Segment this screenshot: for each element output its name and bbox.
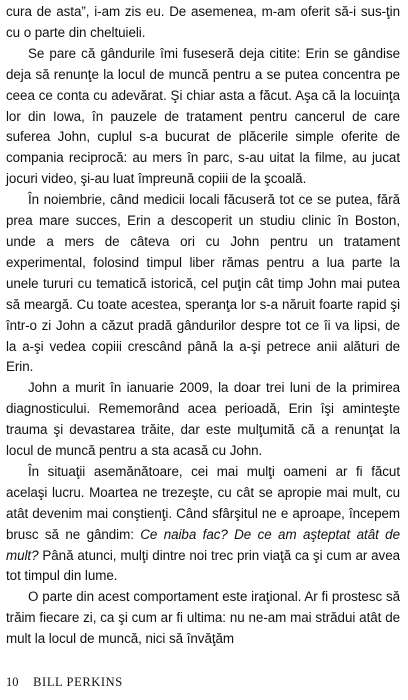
paragraph-continued: cura de asta”, i-am zis eu. De asemenea, m-am oferit să-i sus-ţin cu o parte din cheltuieli. [6, 4, 400, 40]
paragraph-text: Până atunci, mulţi dintre noi trec prin viaţă ca şi cum ar avea tot timpul din lume. [6, 547, 400, 584]
paragraph: Se pare că gândurile îmi fuseseră deja citite: Erin se gândise deja să renunţe la locul de muncă pentru a se putea concentra pe ceea ce conta cu adevărat. Şi chiar asta a făcut. Aşa că la locuinţa lor din Iowa, în pauzele de tratament pentru cancerul de care suferea John, cuplul s-a bucurat de plăcerile simple oferite de compania reciprocă: au mers în parc, s-au uitat la filme, au jucat jocuri video, şi-au luat împreună copiii de la şcoală. [6, 45, 400, 187]
page-number: 10 [6, 675, 19, 689]
page-footer [6, 675, 123, 690]
running-footer-author: BILL PERKINS [33, 675, 123, 689]
paragraph-text: În situaţii asemănătoare, cei mai mulţi oameni ar fi făcut acelaşi lucru. Moartea ne trezeşte, cu cât se apropie mai mult, cu atât devenim mai conştienţi. Când sfârşitul ne e aproape, începem brusc să ne gândim: [6, 463, 400, 542]
body-text [6, 2, 400, 650]
paragraph [6, 462, 400, 587]
paragraph: John a murit în ianuarie 2009, la doar trei luni de la primirea diagnosticului. Rememorând acea perioadă, Erin îşi aminteşte trauma şi devastarea trăite, dar este mulţumită că a renunţat la locul de muncă pentru a sta acasă cu John. [6, 380, 400, 459]
paragraph: O parte din acest comportament este iraţional. Ar fi prostesc să trăim fiecare zi, ca şi cum ar fi ultima: nu ne-am mai strădui atât de mult la locul de muncă, nici să învăţăm [6, 589, 400, 647]
italic-quote: Ce naiba fac? De ce am aşteptat atât de mult? [6, 526, 400, 563]
paragraph: În noiembrie, când medicii locali făcuseră tot ce se putea, fără prea mare succes, Erin a descoperit un studiu clinic în Boston, unde a mers de câteva ori cu John pentru un tratament experimental, folosind timpul liber rămas pentru a lua parte la unele tururi cu tematică istorică, cel puţin cât timp John mai putea să meargă. Cu toate acestea, speranţa lor s-a năruit foarte rapid şi într-o zi John a căzut pradă gândurilor despre tot ce îi va lipsi, de la a-şi vedea copiii crescând până la a-şi petrece anii alături de Erin. [6, 192, 400, 375]
